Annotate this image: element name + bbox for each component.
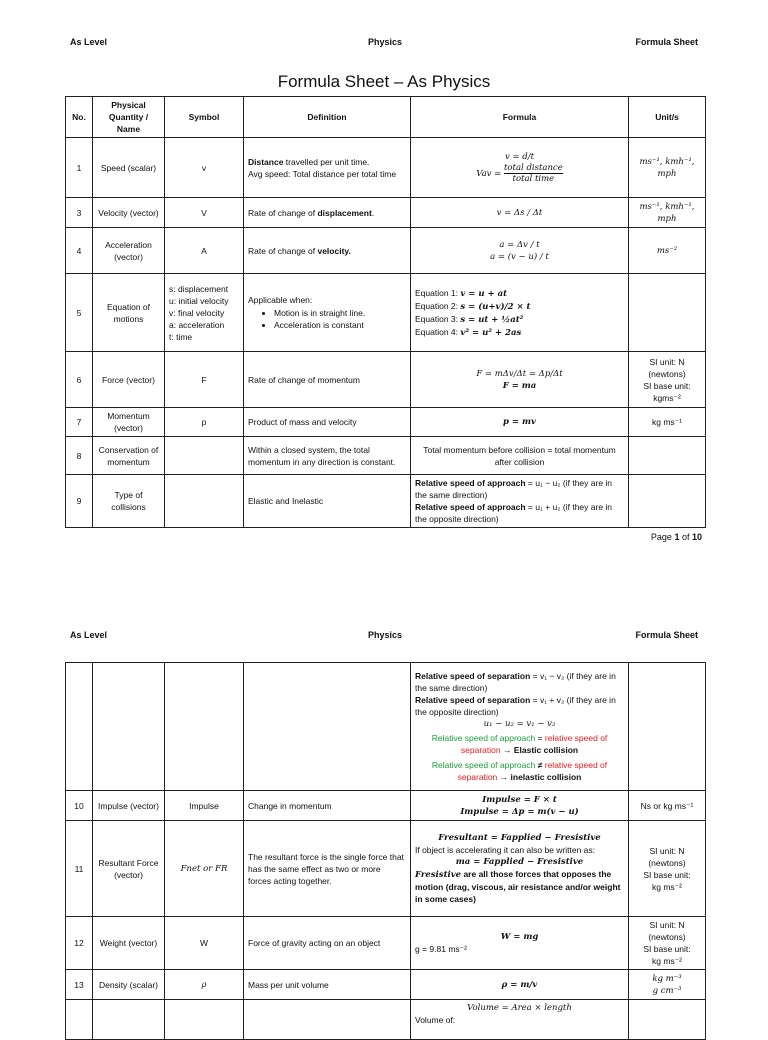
- definition: Rate of change of momentum: [244, 352, 411, 408]
- row-number: [66, 1000, 93, 1040]
- quantity-name: Density (scalar): [93, 970, 165, 1000]
- result-text: → inelastic collision: [497, 772, 582, 782]
- formula-table-page2: [65, 662, 706, 1040]
- table-row: [66, 138, 706, 198]
- equation-line: [415, 326, 624, 339]
- formula-text: g = 9.81 ms⁻²: [415, 944, 467, 954]
- document-title: Formula Sheet – As Physics: [277, 72, 491, 91]
- symbol-line: a: acceleration: [169, 319, 225, 330]
- page-header-2: [0, 630, 768, 646]
- page-number-of: of: [679, 532, 692, 542]
- symbol: [165, 475, 244, 528]
- unit-line: (newtons): [648, 368, 686, 379]
- formula: Total momentum before collision = total momentum after collision: [411, 437, 629, 475]
- units: [629, 821, 706, 917]
- formula-line: a = Δv / t: [499, 239, 540, 250]
- formula-line: [415, 694, 624, 718]
- formula-line: a = (v − u) / t: [490, 251, 549, 262]
- table-row: [66, 917, 706, 970]
- equation: s = (u+v)/2 × t: [460, 301, 531, 312]
- quantity-name: Conservation of momentum: [93, 437, 165, 475]
- page-number: [651, 532, 702, 542]
- table-row: [66, 198, 706, 228]
- formula: [411, 663, 629, 791]
- formula-text: = v₁ + v₂ (if they are in the opposite direction): [415, 695, 616, 717]
- symbol: W: [165, 917, 244, 970]
- quantity-name: Impulse (vector): [93, 791, 165, 821]
- symbol-line: v: final velocity: [169, 307, 225, 318]
- units: [629, 352, 706, 408]
- formula: [411, 475, 629, 528]
- formula-bold: Relative speed of approach: [415, 478, 526, 488]
- units: [629, 917, 706, 970]
- header-right: Formula Sheet: [635, 630, 698, 640]
- formula-line: Fresultant = Fapplied − Fresistive: [438, 833, 601, 843]
- formula-bold: Relative speed of separation: [415, 695, 531, 705]
- equation: s = ut + ½at²: [460, 314, 524, 325]
- units: [629, 437, 706, 475]
- units: ms⁻²: [629, 228, 706, 274]
- formula-line: F = mΔv/Δt = Δp/Δt: [476, 368, 563, 379]
- table-row: [66, 1000, 706, 1040]
- quantity-name: Resultant Force (vector): [93, 821, 165, 917]
- definition: [244, 198, 411, 228]
- formula: [411, 352, 629, 408]
- unit-line: SI base unit:: [643, 380, 691, 391]
- formula-bold: Relative speed of approach: [415, 502, 526, 512]
- quantity-name: Acceleration (vector): [93, 228, 165, 274]
- symbol: v: [165, 138, 244, 198]
- formula: [411, 228, 629, 274]
- definition-text-2: Avg speed: Total distance per total time: [248, 168, 397, 179]
- formula-line: Impulse = F × t: [482, 794, 557, 805]
- row-number: 6: [66, 352, 93, 408]
- symbol-list: [165, 274, 244, 352]
- formula-table-page1: [65, 96, 706, 528]
- quantity-name: Force (vector): [93, 352, 165, 408]
- row-number: 11: [66, 821, 93, 917]
- col-definition: Definition: [244, 97, 411, 138]
- definition: The resultant force is the single force that has the same effect as two or more forces acting together.: [244, 821, 411, 917]
- symbol: ρ: [165, 970, 244, 1000]
- row-number: 7: [66, 408, 93, 437]
- equals-text: =: [535, 733, 545, 743]
- symbol: [165, 663, 244, 791]
- col-formula: Formula: [411, 97, 629, 138]
- row-number: 13: [66, 970, 93, 1000]
- table-row: [66, 352, 706, 408]
- formula-line: [415, 477, 624, 501]
- row-number: 4: [66, 228, 93, 274]
- definition: Mass per unit volume: [244, 970, 411, 1000]
- formula-text: Volume of:: [415, 1015, 456, 1025]
- table-row: [66, 821, 706, 917]
- row-number: 5: [66, 274, 93, 352]
- row-number: 8: [66, 437, 93, 475]
- definition-text: Rate of change of: [248, 245, 318, 256]
- definition: [244, 138, 411, 198]
- definition-bold: Distance: [248, 156, 284, 167]
- approach-text: Relative speed of approach: [431, 760, 536, 770]
- symbol: Fnet or FR: [165, 821, 244, 917]
- formula-symbol: Fresistive: [415, 870, 462, 880]
- symbol-line: u: initial velocity: [169, 295, 229, 306]
- quantity-name: Type of collisions: [93, 475, 165, 528]
- formula-line: v = d/t: [504, 152, 535, 162]
- numerator: total distance: [504, 163, 563, 173]
- definition: Elastic and Inelastic: [244, 475, 411, 528]
- header-center: Physics: [368, 37, 403, 47]
- separation-text: relative speed of separation: [457, 760, 608, 782]
- formula-line: Volume = Area × length: [467, 1003, 572, 1013]
- formula-bold: Relative speed of separation: [415, 671, 531, 681]
- equation-label: Equation 2:: [415, 300, 459, 311]
- units: kg ms⁻¹: [629, 408, 706, 437]
- row-number: 12: [66, 917, 93, 970]
- formula-lhs: Vav =: [476, 169, 502, 179]
- formula: [411, 1000, 629, 1040]
- formula: [411, 138, 629, 198]
- formula-line: u₁ − u₂ = v₁ − v₂: [483, 719, 556, 729]
- units: ms⁻¹, kmh⁻¹, mph: [629, 198, 706, 228]
- formula-line: ma = Fapplied − Fresistive: [455, 857, 584, 867]
- equation-label: Equation 3:: [415, 313, 459, 324]
- equation: v² = u² + 2as: [460, 327, 522, 338]
- units: [629, 1000, 706, 1040]
- col-units: Unit/s: [629, 97, 706, 138]
- unit-line: SI base unit:: [643, 869, 691, 880]
- equation: v = u + at: [460, 288, 508, 299]
- approach-text: Relative speed of approach: [431, 733, 536, 743]
- formula: [411, 791, 629, 821]
- formula-line: F = ma: [502, 380, 537, 391]
- formula: v = Δs / Δt: [411, 198, 629, 228]
- unit-line: (newtons): [648, 857, 686, 868]
- quantity-name: [93, 663, 165, 791]
- row-number: 10: [66, 791, 93, 821]
- page-current: 1: [674, 532, 680, 542]
- not-equals-text: ≠: [535, 760, 545, 770]
- page-total: 10: [691, 532, 702, 542]
- table-row: [66, 791, 706, 821]
- units: [629, 663, 706, 791]
- unit-line: SI base unit:: [643, 944, 691, 954]
- result-text: → Elastic collision: [500, 745, 579, 755]
- col-symbol: Symbol: [165, 97, 244, 138]
- denominator: total time: [512, 174, 555, 184]
- equation-line: [415, 313, 624, 326]
- definition: Product of mass and velocity: [244, 408, 411, 437]
- symbol: A: [165, 228, 244, 274]
- page-header: [0, 37, 768, 53]
- table-row: [66, 408, 706, 437]
- units: Ns or kg ms⁻¹: [629, 791, 706, 821]
- symbol-line: t: time: [169, 331, 193, 342]
- unit-line: kgms⁻²: [653, 392, 681, 403]
- fraction: [504, 163, 563, 184]
- definition-bold: velocity.: [317, 245, 351, 256]
- quantity-name: Momentum (vector): [93, 408, 165, 437]
- row-number: [66, 663, 93, 791]
- quantity-name: Weight (vector): [93, 917, 165, 970]
- formula-text: = u₁ + u₂ (if they are in the opposite direction): [415, 502, 613, 524]
- unit-line: kg ms⁻²: [652, 881, 682, 892]
- definition: [244, 1000, 411, 1040]
- formula: p = mv: [411, 408, 629, 437]
- units: [629, 274, 706, 352]
- definition-text: Applicable when:: [248, 295, 313, 305]
- unit-line: kg ms⁻²: [652, 956, 682, 966]
- col-no: No.: [66, 97, 93, 138]
- formula: ρ = m/v: [411, 970, 629, 1000]
- symbol: Impulse: [165, 791, 244, 821]
- units: [629, 970, 706, 1000]
- header-left: As Level: [70, 630, 108, 640]
- definition: [244, 663, 411, 791]
- definition-bold: displacement: [317, 207, 372, 218]
- definition: [244, 274, 411, 352]
- table-row: [66, 970, 706, 1000]
- row-number: 3: [66, 198, 93, 228]
- definition-text: travelled per unit time.: [283, 156, 370, 167]
- definition-text-end: .: [371, 207, 375, 218]
- formula: [411, 917, 629, 970]
- units: ms⁻¹, kmh⁻¹, mph: [629, 138, 706, 198]
- formula-line: W = mg: [500, 932, 539, 942]
- quantity-name: [93, 1000, 165, 1040]
- quantity-name: Equation of motions: [93, 274, 165, 352]
- formula-text: = u₁ − u₂ (if they are in the same direction): [415, 478, 613, 500]
- definition: Force of gravity acting on an object: [244, 917, 411, 970]
- table-header-row: [66, 97, 706, 138]
- definition: Within a closed system, the total momentum in any direction is constant.: [244, 437, 411, 475]
- quantity-name: Speed (scalar): [93, 138, 165, 198]
- formula-line: [415, 501, 624, 525]
- quantity-name: Velocity (vector): [93, 198, 165, 228]
- table-row: [66, 475, 706, 528]
- list-item: • Acceleration is constant: [274, 319, 406, 331]
- equation-line: [415, 300, 624, 313]
- page-number-prefix: Page: [650, 532, 675, 542]
- unit-line: g cm⁻³: [652, 985, 682, 996]
- elastic-line: [415, 732, 624, 756]
- header-left: As Level: [70, 37, 108, 47]
- definition-text: Rate of change of: [248, 207, 318, 218]
- symbol: [165, 1000, 244, 1040]
- equation-label: Equation 4:: [415, 326, 459, 337]
- table-row: [66, 437, 706, 475]
- unit-line: SI unit: N: [649, 845, 685, 856]
- header-center: Physics: [368, 630, 403, 640]
- table-row: [66, 274, 706, 352]
- symbol-line: s: displacement: [169, 283, 229, 294]
- condition-list: [262, 307, 406, 331]
- list-item: • Motion is in straight line.: [274, 307, 406, 319]
- unit-line: (newtons): [648, 932, 686, 942]
- formula-line: Impulse = Δp = m(v − u): [460, 806, 579, 817]
- formula: [411, 274, 629, 352]
- formula-line: [415, 670, 624, 694]
- table-row: [66, 228, 706, 274]
- unit-line: SI unit: N: [649, 920, 685, 930]
- formula-text: = v₁ − v₂ (if they are in the same direction): [415, 671, 616, 693]
- symbol: p: [165, 408, 244, 437]
- symbol: [165, 437, 244, 475]
- unit-line: kg m⁻³: [652, 973, 682, 984]
- inelastic-line: [415, 759, 624, 783]
- formula-text: If object is accelerating it can also be written as:: [415, 845, 596, 855]
- formula-line: [415, 868, 624, 905]
- symbol: F: [165, 352, 244, 408]
- equation-line: [415, 287, 624, 300]
- definition: [244, 228, 411, 274]
- equation-label: Equation 1:: [415, 287, 459, 298]
- formula-bold: are all those forces that opposes the motion (drag, viscous, air resistance and/or weight in some cases): [415, 869, 621, 904]
- row-number: 1: [66, 138, 93, 198]
- formula-fraction: [415, 163, 624, 184]
- header-right: Formula Sheet: [635, 37, 698, 47]
- unit-line: SI unit: N: [649, 356, 685, 367]
- separation-text: relative speed of separation: [460, 733, 608, 755]
- symbol: V: [165, 198, 244, 228]
- table-row: [66, 663, 706, 791]
- row-number: 9: [66, 475, 93, 528]
- units: [629, 475, 706, 528]
- col-quantity: Physical Quantity / Name: [93, 97, 165, 138]
- definition: Change in momentum: [244, 791, 411, 821]
- formula: [411, 821, 629, 917]
